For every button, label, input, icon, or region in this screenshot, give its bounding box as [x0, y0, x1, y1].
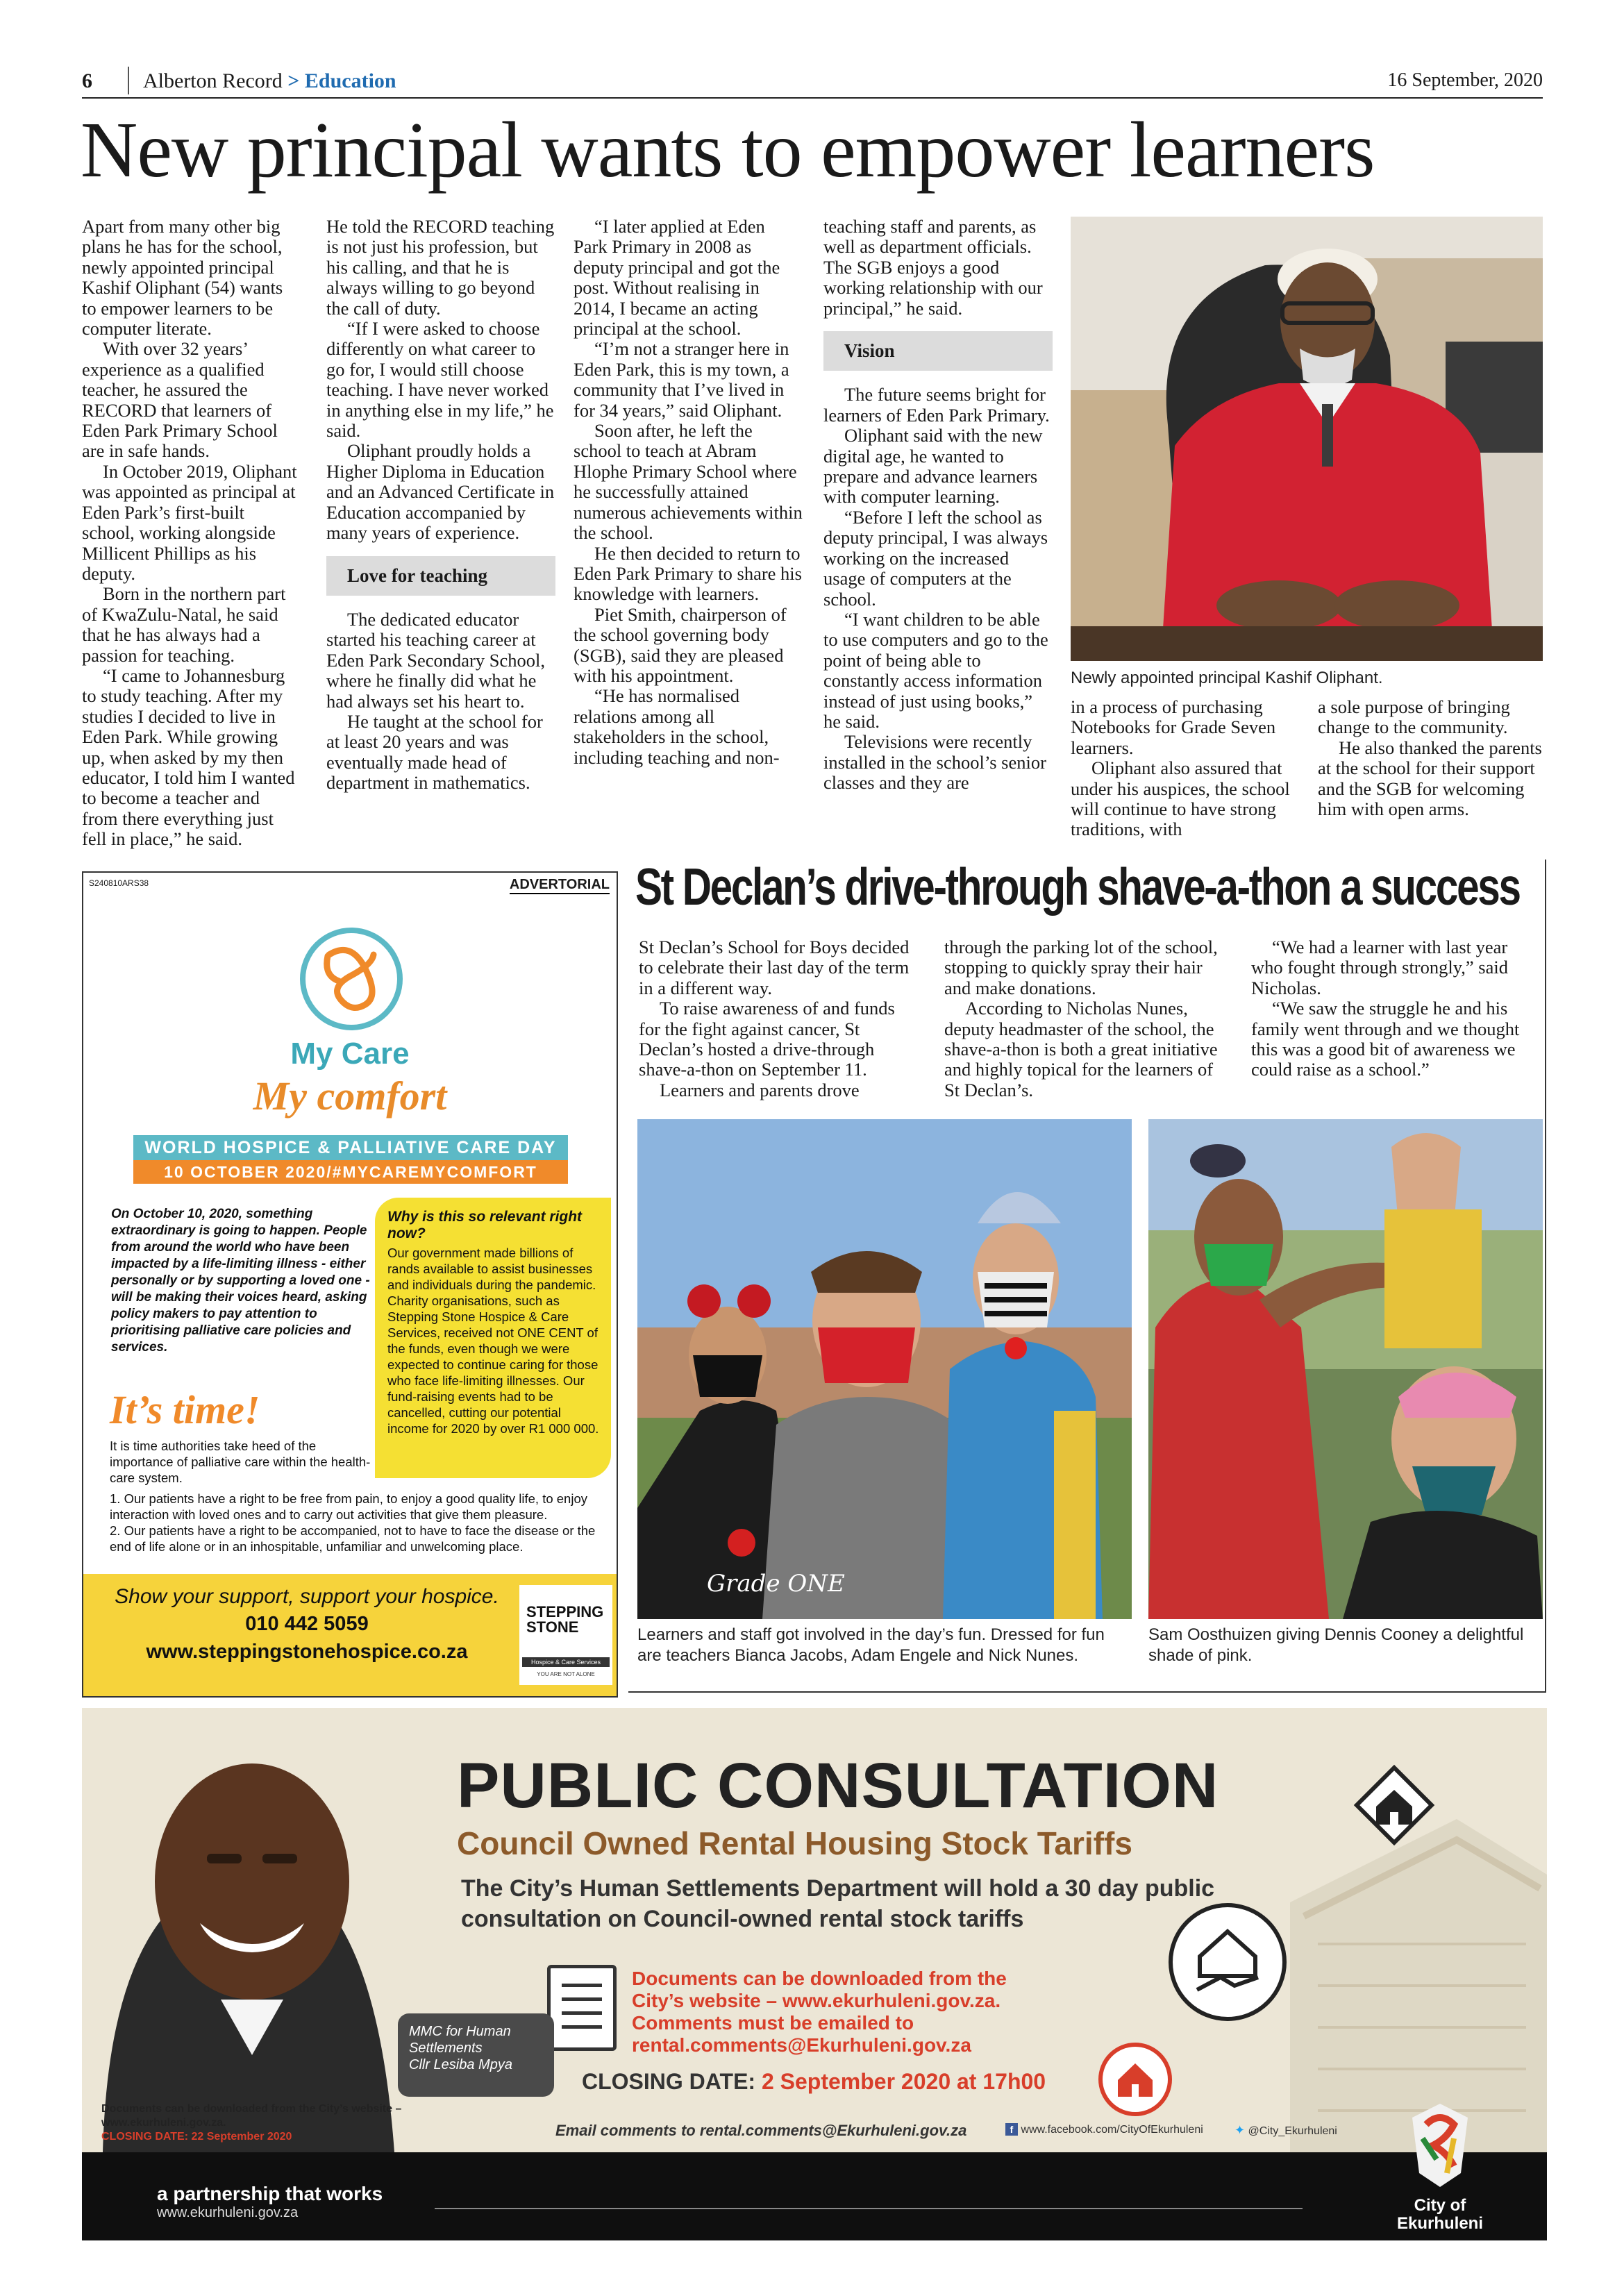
facebook-url: www.facebook.com/CityOfEkurhuleni: [1021, 2124, 1203, 2136]
principal-photo-caption: Newly appointed principal Kashif Oliphant.: [1071, 669, 1383, 687]
paragraph: Soon after, he left the school to teach at Abram Hlophe Primary School where he successfully attained numerous achievements within the school.: [574, 420, 803, 544]
consultation-footer-bar: [82, 2152, 1547, 2240]
paragraph: “If I were asked to choose differently on what career to go for, I would still choose teaching. I have never worked in anything else in my life,” he said.: [326, 318, 554, 442]
paragraph: “We saw the struggle he and his family went through and we thought this was a good bit of awareness we could raise as a school.”: [1251, 998, 1520, 1080]
mmc-title: MMC for Human Settlements: [409, 2024, 511, 2056]
hospice-day-banner: WORLD HOSPICE & PALLIATIVE CARE DAY: [133, 1135, 568, 1160]
issue-date: 16 September, 2020: [1387, 69, 1543, 91]
mmc-name-card: [398, 2013, 554, 2097]
shave-photo-illustration: [1148, 1119, 1543, 1619]
teachers-photo-caption: Learners and staff got involved in the day’s fun. Dressed for fun are teachers Bianca Jacobs, Adam Engele and Nick Nunes.: [637, 1625, 1105, 1665]
story1-column-1: [82, 217, 297, 850]
patient-right-item: 1. Our patients have a right to be free from pain, to enjoy a good quality life, to enjoy interaction with loved ones and to carry out activities that give them pleasure.: [110, 1491, 587, 1522]
story2-column-2: [944, 937, 1229, 1100]
section-name[interactable]: Education: [304, 69, 396, 92]
principal-photo-illustration: [1071, 217, 1543, 661]
paragraph: Born in the northern part of KwaZulu-Natal, he said that he has always had a passion for teaching.: [82, 583, 286, 666]
teachers-photo: [637, 1119, 1132, 1619]
paragraph: in a process of purchasing Notebooks for Grade Seven learners.: [1071, 696, 1276, 758]
consultation-title: PUBLIC CONSULTATION: [457, 1750, 1219, 1821]
paragraph: St Declan’s School for Boys decided to celebrate their last day of the term in a different way.: [639, 937, 910, 998]
paragraph: The dedicated educator started his teaching career at Eden Park Secondary School, where he finally did what he had always set his heart to.: [326, 608, 545, 712]
patient-right-item: 2. Our patients have a right to be accompanied, not to have to face the disease or the end of life alone or in an inhospitable, unfamiliar and unwelcoming place.: [110, 1523, 596, 1554]
document-icon: [547, 1965, 617, 2051]
red-house-icon: [1097, 2041, 1173, 2118]
paragraph: He told the RECORD teaching is not just his profession, but his calling, and that he is always willing to go beyond the call of duty.: [326, 216, 555, 319]
publication-name: Alberton Record: [143, 69, 283, 92]
shave-photo: [1148, 1119, 1543, 1619]
story1-column-5: [1071, 697, 1300, 840]
paragraph: Oliphant also assured that under his auspices, the school will continue to have strong traditions, with: [1071, 757, 1290, 840]
consultation-description: The City’s Human Settlements Department will hold a 30 day public consultation on Council-owned rental stock tariffs: [461, 1875, 1215, 1932]
paragraph: To raise awareness of and funds for the fight against cancer, St Declan’s hosted a drive-through shave-a-thon on September 11.: [639, 998, 895, 1080]
subhead-love-for-teaching: Love for teaching: [326, 556, 555, 596]
city-logo-line1: City of: [1414, 2196, 1466, 2215]
its-time-heading: It’s time!: [110, 1387, 260, 1432]
patient-rights: [110, 1491, 610, 1555]
left-download-info: [101, 2102, 407, 2144]
mmc-name: Cllr Lesiba Mpya: [409, 2057, 512, 2072]
closing-date-label: CLOSING DATE:: [582, 2069, 756, 2094]
page-number: 6: [82, 69, 92, 92]
consultation-download-info: Documents can be downloaded from the City’s website – www.ekurhuleni.gov.za. Comments must be emailed to rental.comments@Ekurhuleni.gov.za: [632, 1968, 1007, 2056]
city-logo-line2: Ekurhuleni: [1396, 2214, 1484, 2233]
ad-code: S240810ARS38: [89, 878, 149, 888]
paragraph: Oliphant proudly holds a Higher Diploma in Education and an Advanced Certificate in Education accompanied by many years of experience.: [326, 440, 555, 544]
hospice-advertorial: [82, 871, 618, 1698]
advertorial-lead: On October 10, 2020, something extraordinary is going to happen. People from around the world who have been impacted by a life-limiting illness - either personally or by supporting a loved one - will be making their voices heard, asking policy makers to pay attention to prioritising palliative care policies and services.: [111, 1207, 370, 1355]
facebook-icon: f: [1005, 2123, 1018, 2136]
story2-headline: St Declan’s drive-through shave-a-thon a success: [635, 857, 1520, 916]
paragraph: “I came to Johannesburg to study teaching. After my studies I decided to live in Eden Park. While growing up, when asked by my then educator, I told him I wanted to become a teacher and from there everything just fell in place,” he said.: [82, 664, 295, 850]
breadcrumb-arrow: >: [287, 69, 300, 92]
paragraph: With over 32 years’ experience as a qualified teacher, he assured the RECORD that learners of Eden Park Primary School are in safe hands.: [82, 338, 278, 462]
city-of-ekurhuleni-logo: [1371, 2197, 1509, 2233]
paragraph: “I want children to be able to use computers and go to the point of being able to constantly access information instead of just using books,” he said.: [823, 608, 1048, 732]
consultation-email[interactable]: Email comments to rental.comments@Ekurhuleni.gov.za: [555, 2122, 967, 2139]
why-relevant-title: Why is this so relevant right now?: [387, 1209, 583, 1241]
paragraph: “Before I left the school as deputy principal, I was always working on the increased usage of computers at the school.: [823, 506, 1048, 610]
hospice-phone[interactable]: 010 442 5059: [245, 1613, 369, 1635]
closing-date: [582, 2069, 1046, 2095]
paragraph: a sole purpose of bringing change to the community.: [1318, 696, 1510, 738]
paragraph: “I later applied at Eden Park Primary in 2008 as deputy principal and got the post. Without realising in 2014, I became an acting principal at the school.: [574, 216, 780, 340]
paragraph: He also thanked the parents at the school for their support and the SGB for welcoming him with open arms.: [1318, 737, 1542, 820]
authorities-text: It is time authorities take heed of the importance of palliative care within the health-care system.: [110, 1439, 371, 1485]
paragraph: Learners and parents drove: [660, 1079, 860, 1100]
closing-date-value: 2 September 2020 at 17h00: [761, 2069, 1046, 2094]
partnership-url[interactable]: www.ekurhuleni.gov.za: [157, 2205, 299, 2220]
story2-column-3: [1251, 937, 1543, 1080]
partnership-slogan: a partnership that works: [157, 2183, 383, 2204]
paragraph: Televisions were recently installed in the school’s senior classes and they are: [823, 731, 1046, 794]
paragraph: “He has normalised relations among all stakeholders in the school, including teaching and non-: [574, 685, 780, 768]
stepping-stone-logo-text: STEPPING STONE: [526, 1603, 604, 1636]
housing-handshake-icon: [1165, 1900, 1290, 2025]
paragraph: He taught at the school for at least 20 years and was eventually made head of department in mathematics.: [326, 710, 543, 794]
support-slogan: Show your support, support your hospice.: [115, 1585, 499, 1608]
shirt-text: Grade ONE: [707, 1570, 845, 1598]
twitter-icon: ✦: [1234, 2123, 1246, 2137]
story1-headline: New principal wants to empower learners: [81, 106, 1375, 194]
paragraph: According to Nicholas Nunes, deputy headmaster of the school, the shave-a-thon is both a great initiative and highly topical for the learners of St Declan’s.: [944, 998, 1218, 1100]
twitter-link[interactable]: [1234, 2123, 1337, 2138]
my-care-title: My Care: [290, 1037, 410, 1071]
advertorial-tag: ADVERTORIAL: [510, 877, 610, 894]
header-divider: [128, 67, 129, 94]
why-relevant-box: [375, 1198, 611, 1478]
teachers-photo-illustration: [637, 1119, 1132, 1619]
paragraph: He then decided to return to Eden Park Primary to share his knowledge with learners.: [574, 542, 802, 605]
story1-column-2: [326, 217, 555, 794]
footer-divider: [435, 2208, 1303, 2209]
paragraph: Piet Smith, chairperson of the school governing body (SGB), said they are pleased with his appointment.: [574, 603, 787, 686]
paragraph: “We had a learner with last year who fought through strongly,” said Nicholas.: [1251, 937, 1508, 998]
hospice-website-link[interactable]: www.steppingstonehospice.co.za: [146, 1641, 468, 1663]
consultation-subtitle: Council Owned Rental Housing Stock Tariffs: [457, 1825, 1132, 1861]
paragraph: through the parking lot of the school, stopping to quickly spray their hair and make donations.: [944, 937, 1218, 998]
why-relevant-body: Our government made billions of rands available to assist businesses and individuals during the pandemic. Charity organisations, such as Stepping Stone Hospice & Care Services, received not ONE CENT of the funds, even though we were expected to continue caring for those who face life-limiting illnesses. Our fund-raising events had to be cancelled, cutting our potential income for 2020 by over R1 000 000.: [387, 1246, 599, 1436]
my-care-logo-icon: [296, 927, 407, 1031]
paragraph: Apart from many other big plans he has for the school, newly appointed principal Kashif Oliphant (54) wants to empower learners to be computer literate.: [82, 216, 283, 340]
shave-photo-caption: Sam Oosthuizen giving Dennis Cooney a delightful shade of pink.: [1148, 1625, 1524, 1665]
page-header: [82, 67, 1543, 99]
paragraph: Oliphant said with the new digital age, he wanted to prepare and advance learners with computer learning.: [823, 425, 1043, 508]
twitter-handle: @City_Ekurhuleni: [1248, 2125, 1337, 2137]
story1-column-6: [1318, 697, 1547, 819]
subhead-vision: Vision: [823, 331, 1053, 371]
header-rule: [82, 97, 1543, 99]
paragraph: “I’m not a stranger here in Eden Park, this is my town, a community that I’ve lived in for 34 years,” said Oliphant.: [574, 338, 789, 421]
story1-column-3: [574, 217, 803, 768]
my-comfort-title: My comfort: [253, 1073, 447, 1118]
principal-photo: [1071, 217, 1543, 661]
left-closing-date: CLOSING DATE: 22 September 2020: [101, 2131, 292, 2143]
house-warning-icon: [1353, 1763, 1436, 1847]
paragraph: teaching staff and parents, as well as department officials. The SGB enjoys a good working relationship with our principal,” he said.: [823, 216, 1043, 319]
paragraph: In October 2019, Oliphant was appointed as principal at Eden Park’s first-built school, working alongside Millicent Phillips as his deputy.: [82, 460, 297, 584]
left-download-text: Documents can be downloaded from the City’s website – www.ekurhuleni.gov.za.: [101, 2103, 402, 2129]
story2-column-1: [639, 937, 916, 1100]
hospice-contact-strip: [83, 1574, 617, 1698]
section-breadcrumb: [143, 69, 396, 93]
paragraph: The future seems bright for learners of Eden Park Primary.: [823, 384, 1050, 426]
story1-column-4: [823, 217, 1053, 794]
stepping-stone-logo: [519, 1585, 612, 1685]
facebook-link[interactable]: [1005, 2123, 1203, 2136]
stepping-stone-logo-sub: Hospice & Care Services: [522, 1657, 610, 1667]
hospice-date-banner: 10 OCTOBER 2020/#MYCAREMYCOMFORT: [133, 1160, 568, 1184]
stepping-stone-tagline: YOU ARE NOT ALONE: [537, 1671, 595, 1677]
public-consultation-ad: [82, 1708, 1547, 2240]
city-of-ekurhuleni-logo-icon: [1405, 2097, 1475, 2194]
